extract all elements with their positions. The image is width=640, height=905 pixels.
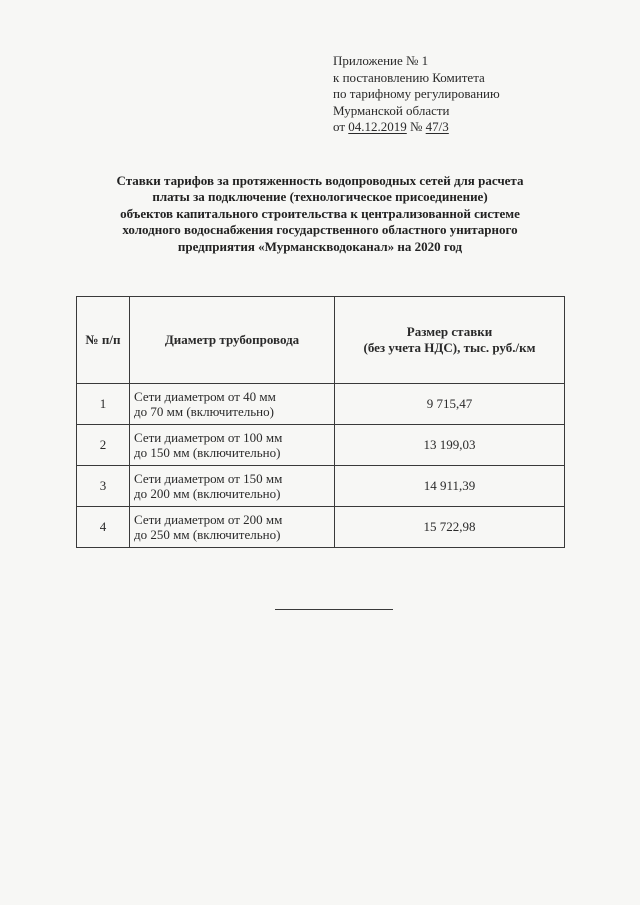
number-prefix: № <box>410 119 423 134</box>
row-num: 3 <box>77 466 130 507</box>
appendix-header <box>333 53 623 136</box>
table-row <box>77 507 565 548</box>
diameter-line: до 70 мм (включительно) <box>134 404 274 419</box>
row-rate: 9 715,47 <box>335 384 565 425</box>
row-num: 4 <box>77 507 130 548</box>
table-row <box>77 384 565 425</box>
table-row <box>77 425 565 466</box>
document-title <box>60 173 580 255</box>
row-num: 2 <box>77 425 130 466</box>
title-line: предприятия «Мурманскводоканал» на 2020 год <box>177 238 463 254</box>
row-diameter <box>130 507 335 548</box>
row-num: 1 <box>77 384 130 425</box>
row-diameter <box>130 466 335 507</box>
decree-number: 47/3 <box>425 119 449 134</box>
header-rate <box>335 297 565 384</box>
diameter-line: до 150 мм (включительно) <box>134 445 281 460</box>
title-line: холодного водоснабжения государственного областного унитарного <box>122 222 518 238</box>
row-rate: 15 722,98 <box>335 507 565 548</box>
header-num: № п/п <box>77 297 130 384</box>
appendix-line: Приложение № 1 <box>333 53 429 68</box>
appendix-line: к постановлению Комитета <box>333 69 485 85</box>
row-rate: 13 199,03 <box>335 425 565 466</box>
diameter-line: до 200 мм (включительно) <box>134 486 281 501</box>
appendix-line: Мурманской области <box>333 102 450 118</box>
diameter-line: Сети диаметром от 150 мм <box>134 470 283 486</box>
row-rate: 14 911,39 <box>335 466 565 507</box>
diameter-line: до 250 мм (включительно) <box>134 527 281 542</box>
table-header-row <box>77 297 565 384</box>
header-rate-line1: Размер ставки <box>406 324 493 339</box>
date-prefix: от <box>333 119 346 134</box>
header-rate-line2: (без учета НДС), тыс. руб./км <box>363 340 536 355</box>
appendix-date-line <box>333 119 623 136</box>
title-line: платы за подключение (технологическое присоединение) <box>152 189 488 205</box>
title-line: Ставки тарифов за протяженность водопроводных сетей для расчета <box>116 173 524 188</box>
rates-table <box>76 296 565 548</box>
table-row <box>77 466 565 507</box>
title-line: объектов капитального строительства к централизованной системе <box>120 205 520 221</box>
row-diameter <box>130 425 335 466</box>
separator-line <box>275 609 393 610</box>
decree-date: 04.12.2019 <box>348 119 407 134</box>
diameter-line: Сети диаметром от 40 мм <box>134 388 276 404</box>
diameter-line: Сети диаметром от 200 мм <box>134 511 283 527</box>
appendix-line: по тарифному регулированию <box>333 86 500 101</box>
row-diameter <box>130 384 335 425</box>
diameter-line: Сети диаметром от 100 мм <box>134 429 283 445</box>
header-diameter: Диаметр трубопровода <box>130 297 335 384</box>
